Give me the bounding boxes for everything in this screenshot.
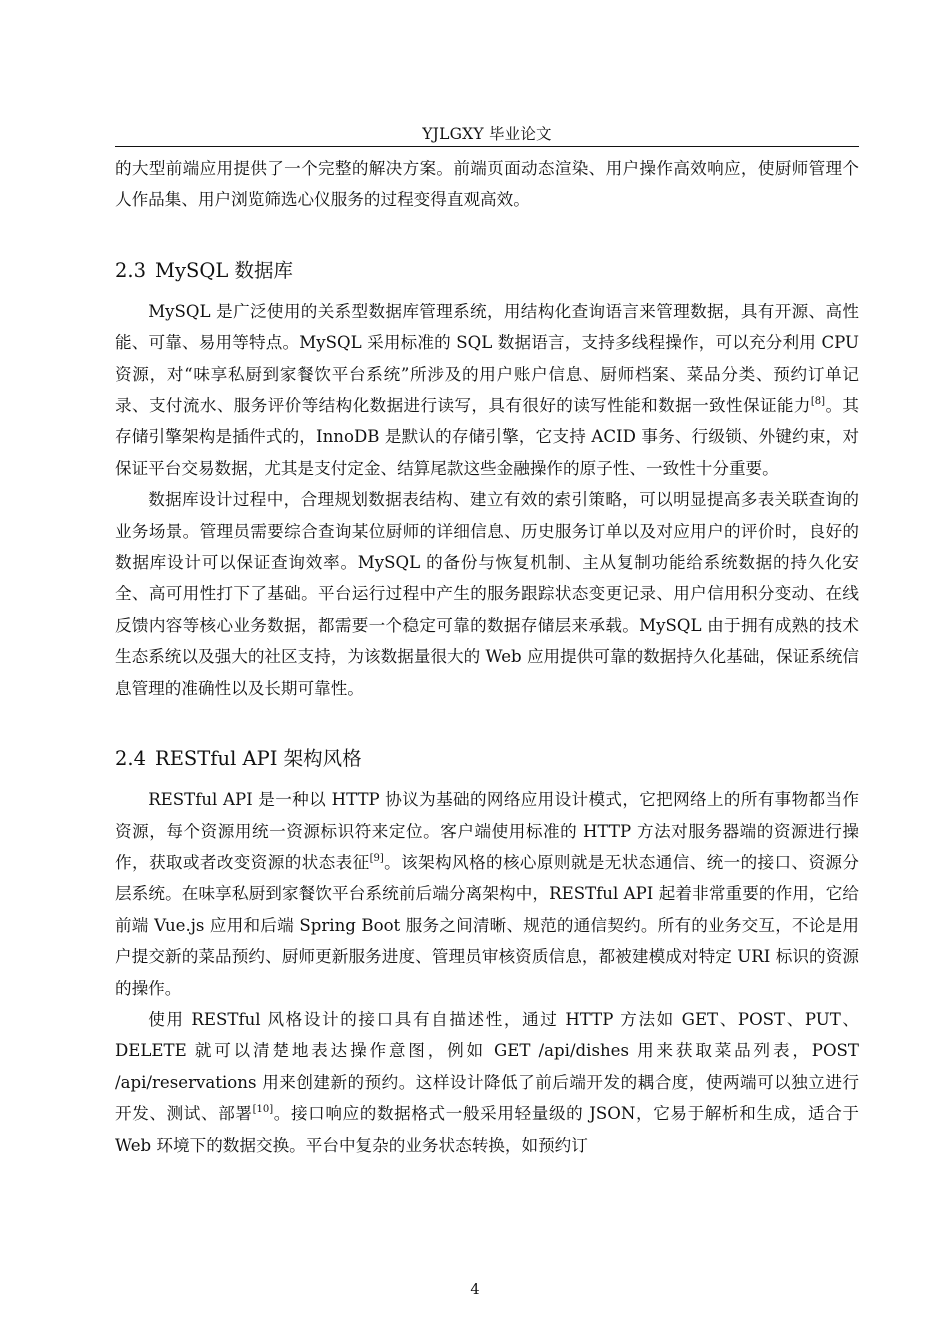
paragraph-text: 。其存储引擎架构是插件式的，InnoDB 是默认的存储引擎，它支持 ACID 事务、行级锁、外键约束，对保证平台交易数据，尤其是支付定金、结算尾款这些金融操作的原子性、一致性十分重要。: [115, 396, 860, 478]
intro-paragraph: 的大型前端应用提供了一个完整的解决方案。前端页面动态渲染、用户操作高效响应，使厨师管理个人作品集、用户浏览筛选心仪服务的过程变得直观高效。: [115, 159, 859, 210]
paragraph-text: 。接口响应的数据格式一般采用轻量级的 JSON，它易于解析和生成，适合于 Web 环境下的数据交换。平台中复杂的业务状态转换，如预约订: [115, 1104, 859, 1155]
running-header: YJLGXY 毕业论文: [422, 125, 552, 143]
paragraph-text: RESTful API 是一种以 HTTP 协议为基础的网络应用设计模式，它把网络上的所有事物都当作资源，每个资源用统一资源标识符来定位。客户端使用标准的 HTTP 方法对服务器端的资源进行操作，获取或者改变资源的状态表征: [115, 790, 859, 872]
citation-ref: [10]: [252, 1104, 274, 1116]
header-rule: [115, 146, 859, 147]
section-title: RESTful API 架构风格: [155, 747, 362, 771]
paragraph-text: 使用 RESTful 风格设计的接口具有自描述性，通过 HTTP 方法如 GET、POST、PUT、DELETE 就可以清楚地表达操作意图，例如 GET /api/dishes 用来获取菜品列表，POST /api/reservations 用来创建新的预约。这样设计降低了前后端开发的耦合度，使两端可以独立进行开发、测试、部署: [115, 1009, 859, 1124]
section-heading-2-3: [115, 258, 859, 284]
section-2-3-paragraph-1: [115, 296, 859, 484]
section-number: 2.3: [115, 258, 147, 282]
section-2-4-paragraph-1: [115, 784, 859, 1004]
page-body: [115, 153, 859, 1161]
paragraph-text: MySQL 是广泛使用的关系型数据库管理系统，用结构化查询语言来管理数据，具有开源、高性能、可靠、易用等特点。MySQL 采用标准的 SQL 数据语言，支持多线程操作，可以充分利用 CPU 资源，对“味享私厨到家餐饮平台系统”所涉及的用户账户信息、厨师档案、菜品分类、预约订单记录、支付流水、服务评价等结构化数据进行读写，具有很好的读写性能和数据一致性保证能力: [115, 301, 859, 416]
paragraph-text: 。该架构风格的核心原则就是无状态通信、统一的接口、资源分层系统。在味享私厨到家餐饮平台系统前后端分离架构中，RESTful API 起着非常重要的作用，它给前端 Vue.js 应用和后端 Spring Boot 服务之间清晰、规范的通信契约。所有的业务交互，不论是用户提交新的菜品预约、厨师更新服务进度、管理员审核资质信息，都被建模成对特定 URI 标识的资源的操作。: [115, 852, 860, 998]
section-heading-2-4: [115, 746, 859, 772]
section-2-3-paragraph-2: 数据库设计过程中，合理规划数据表结构、建立有效的索引策略，可以明显提高多表关联查询的业务场景。管理员需要综合查询某位厨师的详细信息、历史服务订单以及对应用户的评价时，良好的数据库设计可以保证查询效率。MySQL 的备份与恢复机制、主从复制功能给系统数据的持久化安全、高可用性打下了基础。平台运行过程中产生的服务跟踪状态变更记录、用户信用积分变动、在线反馈内容等核心业务数据，都需要一个稳定可靠的数据存储层来承载。MySQL 由于拥有成熟的技术生态系统以及强大的社区支持，为该数据量很大的 Web 应用提供可靠的数据持久化基础，保证系统信息管理的准确性以及长期可靠性。: [115, 490, 859, 698]
citation-ref: [8]: [810, 396, 826, 408]
page-number: 4: [470, 1282, 480, 1298]
section-title: MySQL 数据库: [155, 258, 293, 282]
section-number: 2.4: [115, 747, 147, 771]
citation-ref: [9]: [369, 852, 384, 864]
section-2-4-paragraph-2: [115, 1004, 859, 1161]
